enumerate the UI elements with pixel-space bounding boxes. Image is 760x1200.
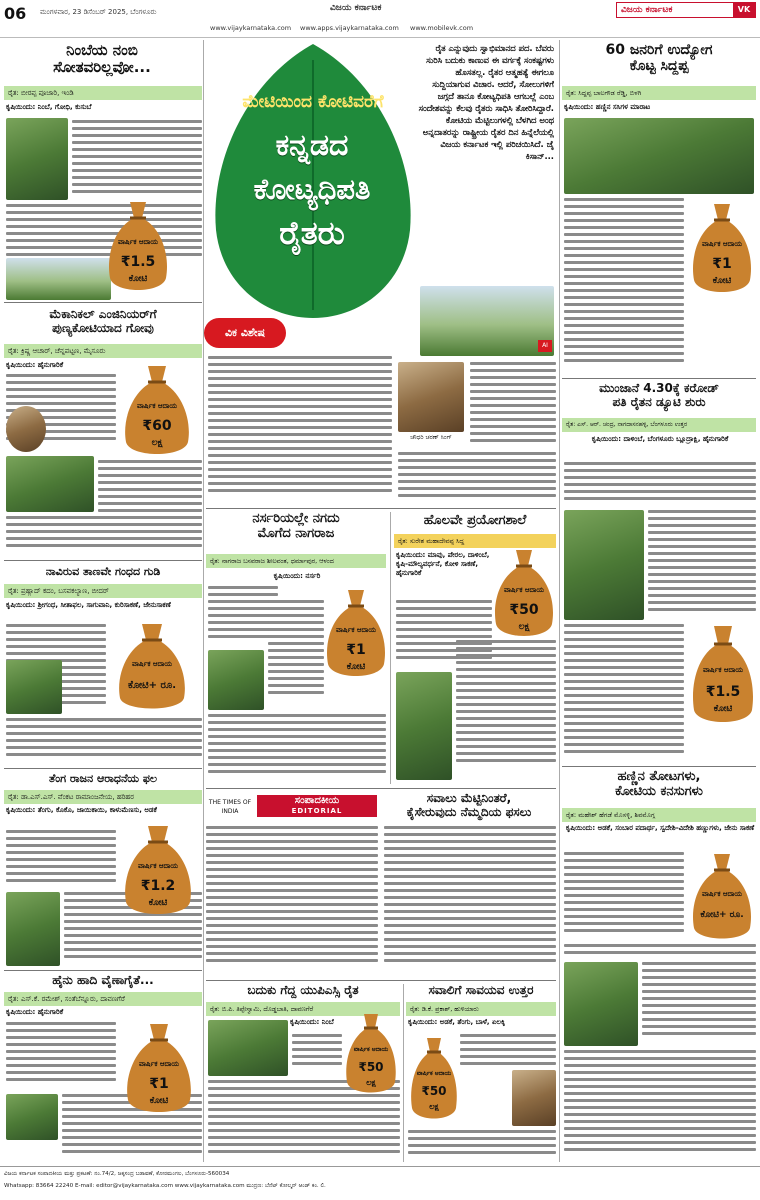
income-label: ವಾರ್ಷಿಕ ಆದಾಯ xyxy=(701,890,743,898)
story9-body xyxy=(564,462,756,508)
story11-body xyxy=(292,1034,342,1076)
story9-body-end xyxy=(564,624,684,764)
story1-photo xyxy=(6,118,68,200)
income-label: ವಾರ್ಷಿಕ ಆದಾಯ xyxy=(701,240,743,248)
feature-intro: ರೈತ ಎನ್ನುವುದು ಸ್ವಾಭಿಮಾನದ ಪದ. ಬೆವರು ಸುರಿಸಿ ಬದುಕು ಕಾಣುವ ಈ ವರ್ಗಕ್ಕೆ ಸಂಕಷ್ಟಗಳು ಹೊಸತಲ್ಲ. ರೈತರ ಆತ್ಮಹತ್ಯೆ ಈಗಲೂ ಸುದ್ದಿಯಾಗುವ ವಿಚಾರ. ಆದರೆ, ಸೋಲುಗಳಿಗೆ ಜಗ್ಗದೆ ತಾನೂ ಕೋಟ್ಯಧಿಪತಿ ಆಗಬಲ್ಲೆ ಎಂಬ ಸಂದೇಶವನ್ನು ಕೆಲವು ರೈತರು ಸಾಧಿಸಿ ತೋರಿಸಿದ್ದಾರೆ. ಕೋಟಿಯ ಮೆಟ್ಟಿಲುಗಳಲ್ಲಿ ಬೆಳಗಿದ ಅಂಥ ಅನ್ನದಾತರನ್ನು ರಾಷ್ಟ್ರೀಯ ರೈತರ ದಿನ ಹಿನ್ನೆಲೆಯಲ್ಲಿ ವಿಜಯ ಕರ್ನಾಟಕ ಇಲ್ಲಿ ಪರಿಚಯಿಸಿದೆ. ಜೈ ಕಿಸಾನ್... xyxy=(418,43,554,161)
editorial-headline-line1: ಸವಾಲು ಮೆಟ್ಟಿನಿಂತರೆ, xyxy=(426,791,512,805)
story10-headline xyxy=(562,770,756,800)
story11-photo xyxy=(208,1020,288,1076)
story5-headline: ಹೈನು ಹಾದಿ ವೈಣಾಗೈತೆ... xyxy=(52,973,154,987)
page-date: ಮಂಗಳವಾರ, 23 ಡಿಸೆಂಬರ್ 2025, ಬೆಂಗಳೂರು xyxy=(40,8,157,16)
story1-headline-line2: ಸೋತವರಿಲ್ಲವೋ... xyxy=(53,58,151,77)
income-value: ₹1 xyxy=(149,1076,169,1092)
divider xyxy=(206,980,556,981)
story8-photo xyxy=(564,118,754,194)
income-bag-story10 xyxy=(688,850,756,946)
income-unit: ಕೋಟಿ xyxy=(149,1096,169,1106)
story6-headline xyxy=(206,512,386,542)
quote-person: ಚೌಧರಿ ಚರಣ್ ಸಿಂಗ್ xyxy=(410,434,452,441)
story2-body-end xyxy=(6,516,202,558)
income-label: ವಾರ್ಷಿಕ ಆದಾಯ xyxy=(117,238,159,246)
divider xyxy=(4,970,202,971)
story9-photo xyxy=(564,510,644,620)
divider xyxy=(4,560,202,561)
story10-body xyxy=(564,852,684,942)
url-apps[interactable]: www.apps.vijaykarnataka.com xyxy=(300,24,399,32)
story1-photo-2 xyxy=(6,258,111,300)
brand-vk-badge: VK xyxy=(733,3,755,17)
feature-body xyxy=(208,356,392,506)
story2-farmer-strip: ರೈತ: ಕ್ರಿಷ್ಣ ಆಚಾರ್, ಚೆನ್ನಪಟ್ಟಣ, ಮೈಸೂರು xyxy=(4,344,202,358)
story3-crop: ಕೃಷಿಯಿಂದು: ಶ್ರೀಗಂಧ, ಸೀತಾಫಲ, ಸಾಗುವಾನಿ, ಕುರಿಸಾಕಣೆ, ಜೇನುಸಾಕಣೆ xyxy=(6,601,171,609)
story7-body-cont xyxy=(456,640,556,780)
brand-logo xyxy=(616,2,756,18)
income-unit: ಲಕ್ಷ xyxy=(429,1102,439,1111)
story9-headline xyxy=(562,382,756,410)
story2-photo-cows xyxy=(6,456,94,512)
column-divider xyxy=(403,984,404,1162)
income-unit: ಲಕ್ಷ xyxy=(366,1078,376,1087)
story10-headline-line1: ಹಣ್ಣಿನ ತೋಟಗಳು, xyxy=(617,769,701,784)
editorial-label-kn: ಸಂಪಾದಕೀಯ xyxy=(294,795,340,806)
story8-headline xyxy=(562,42,756,74)
income-unit: ಕೋಟಿ xyxy=(148,898,168,908)
income-bag-story8 xyxy=(688,200,756,300)
masthead: ವಿಜಯ ಕರ್ನಾಟಕ xyxy=(330,3,382,13)
story6-headline-line2: ಮೊಗೆದ ನಾಗರಾಜ xyxy=(257,525,335,541)
divider xyxy=(4,302,202,303)
story1-headline xyxy=(6,42,198,77)
income-unit: ಲಕ್ಷ xyxy=(518,622,530,632)
story10-farmer-strip: ರೈತ: ಮಹೇಶ್ ಹೆಗಡೆ ಮೊಸಳ್ಳಿ, ಶಿವಮೊಗ್ಗ xyxy=(562,808,756,822)
income-bag-story2 xyxy=(120,362,194,462)
feature-title-line2: ಕೋಟ್ಯಧಿಪತಿ xyxy=(253,172,371,206)
income-unit: ಕೋಟಿ xyxy=(713,704,733,714)
story3-body-cont xyxy=(6,718,202,766)
income-bag-story4 xyxy=(118,822,198,922)
story10-body-2 xyxy=(564,944,756,958)
url-mobile[interactable]: www.mobilevk.com xyxy=(410,24,474,32)
footer-line2: Whatsapp: 83664 22240 E-mail: editor@vijaykarnataka.com www.vijaykarnataka.com ಮುದ್ರಣ: ಬೆನೆಟ್ ಕೋಲ್ಮನ್ ಆಂಡ್ ಕಂ. ಲಿ. xyxy=(4,1183,326,1189)
divider xyxy=(206,508,556,509)
income-value: ₹50 xyxy=(358,1060,384,1074)
quote-text xyxy=(470,362,556,452)
story1-crop: ಕೃಷಿಯಿಂದು: ನಿಂಬೆ, ಗೋಧಿ, ಕುಸುಬೆ xyxy=(6,103,92,111)
story4-farmer-strip: ರೈತ: ಡಾ.ಎಸ್.ಎಸ್. ವೆಂಕಟ ರಾಮಾಂಜನೇಯ, ಹರಿಹರ xyxy=(4,790,202,804)
story7-crop: ಕೃಷಿಯಿಂದು: ಮಾವು, ಪೇರಲ, ದಾಳಿಂಬೆ, ಕೃಷಿ-ಮೌಲ್ಯವರ್ಧನೆ, ಕೋಳಿ ಸಾಕಣೆ, ಹೈನುಗಾರಿಕೆ xyxy=(396,551,490,577)
story12-crop: ಕೃಷಿಯಿಂದು: ಅಡಕೆ, ತೆಂಗು, ಬಾಳೆ, ಏಲಕ್ಕಿ xyxy=(408,1018,505,1026)
story5-photo xyxy=(6,1094,58,1140)
story10-crop: ಕೃಷಿಯಿಂದು: ಅಡಕೆ, ಸಂಬಾರ ಪದಾರ್ಥ, ಸ್ವದೇಶಿ-ವಿದೇಶಿ ಹಣ್ಣುಗಳು, ಜೇನು ಸಾಕಣೆ xyxy=(565,824,755,832)
story12-farmer-strip: ರೈತ: ಡಿ.ಕೆ. ಪ್ರಕಾಶ್, ಹುಳಿಯಾರು xyxy=(406,1002,556,1016)
story4-headline: ತೆಂಗ ರಾಜನ ಆರಾಧನೆಯ ಫಲ xyxy=(48,772,158,785)
income-bag-story11 xyxy=(342,1010,400,1100)
income-label: ವಾರ್ಷಿಕ ಆದಾಯ xyxy=(503,586,545,594)
editorial-label xyxy=(257,795,377,817)
story11-crop: ಕೃಷಿಯಿಂದು: ನಿಂಬೆ xyxy=(290,1018,334,1026)
toi-partner-logo: THE TIMES OF INDIA xyxy=(208,799,252,815)
story2-headline-line2: ಪುಣ್ಯಕೋಟಿಯಾದ ಗೋವು xyxy=(52,320,154,335)
income-label: ವಾರ್ಷಿಕ ಆದಾಯ xyxy=(335,626,377,634)
story6-body-end xyxy=(208,714,386,784)
story12-headline: ಸವಾಲಿಗೆ ಸಾವಯವ ಉತ್ತರ xyxy=(428,983,534,997)
income-label: ವಾರ್ಷಿಕ ಆದಾಯ xyxy=(353,1046,389,1053)
column-divider xyxy=(390,512,391,784)
income-bag-story12 xyxy=(408,1034,460,1126)
income-value: ₹1 xyxy=(346,642,366,658)
feature-title-line3: ರೈತರು xyxy=(279,214,345,252)
income-value: ಕೋಟಿ+ ರೂ. xyxy=(700,910,744,920)
story7-headline: ಹೊಲವೇ ಪ್ರಯೋಗಶಾಲೆ xyxy=(423,513,527,528)
story9-body-mid xyxy=(648,510,756,620)
section-tag: ವಿಕ ವಿಶೇಷ xyxy=(204,318,286,348)
feature-title-line1: ಕನ್ನಡದ xyxy=(275,128,349,163)
editorial-label-en: EDITORIAL xyxy=(291,807,343,815)
income-value: ₹1.5 xyxy=(120,254,156,270)
story4-photo xyxy=(6,892,60,966)
story1-farmer-strip: ರೈತ: ಬೀರಪ್ಪ ಪೂಜಾರಿ, ಇಂಡಿ xyxy=(4,86,202,100)
column-divider xyxy=(559,40,560,1162)
income-unit: ಕೋಟಿ xyxy=(712,276,732,286)
story12-body-cont xyxy=(408,1130,556,1162)
income-bag-story6 xyxy=(322,586,390,684)
income-value: ₹50 xyxy=(509,602,539,618)
story7-photo xyxy=(396,672,452,780)
story11-headline: ಬದುಕು ಗೆದ್ದ ಯುಪಿಎಸ್ಸಿ ರೈತ xyxy=(247,983,359,997)
income-label: ವಾರ್ಷಿಕ ಆದಾಯ xyxy=(416,1070,452,1077)
divider xyxy=(206,788,556,789)
income-bag-story9 xyxy=(688,622,758,732)
quote-portrait xyxy=(398,362,464,432)
story9-farmer-strip: ರೈತ: ಎಸ್. ಆರ್. ಚಂದ್ರ, ನಾಗದಾಸನಹಳ್ಳಿ, ಬೆಂಗಳೂರು ಉತ್ತರ xyxy=(562,418,756,432)
story1-headline-line1: ನಿಂಬೆಯ ನಂಬಿ xyxy=(66,41,138,59)
story10-headline-line2: ಕೋಟಿಯ ಕನಸುಗಳು xyxy=(615,783,703,799)
story10-body-end xyxy=(564,1050,756,1162)
feature-photo xyxy=(420,286,554,356)
story4-crop: ಕೃಷಿಯಿಂದು: ತೆಂಗು, ಕೊಕೊ, ಜಾಯಿಕಾಯಿ, ಕಾಳುಮೆಣಸು, ಅಡಕೆ xyxy=(6,806,157,814)
url-site[interactable]: www.vijaykarnataka.com xyxy=(210,24,292,32)
story3-farmer-strip: ರೈತ: ಪ್ರಹ್ಲಾದ್ ಕದಂ, ಬಸವಕಲ್ಯಾಣ, ಬೀದರ್ xyxy=(4,584,202,598)
brand-name: ವಿಜಯ ಕರ್ನಾಟಕ xyxy=(621,5,673,15)
story8-headline-line2: ಕೊಟ್ಟ ಸಿದ್ದಪ್ಪ xyxy=(629,58,689,75)
story12-portrait xyxy=(512,1070,556,1126)
story5-body xyxy=(6,1022,116,1088)
story3-headline: ನಾವಿರುವ ತಾಣವೇ ಗಂಧದ ಗುಡಿ xyxy=(45,565,161,578)
ai-photo-credit: AI xyxy=(538,340,552,352)
income-value: ₹50 xyxy=(421,1084,447,1098)
story6-body-mid xyxy=(268,600,324,710)
story9-headline-line2: ಪತಿ ರೈತನ ಡ್ಯೂಟಿ ಶುರು xyxy=(612,394,706,409)
income-value: ₹60 xyxy=(142,418,172,434)
story6-photo xyxy=(208,650,264,710)
story10-body-mid xyxy=(642,962,756,1046)
column-divider xyxy=(203,40,204,1162)
story2-crop: ಕೃಷಿಯಿಂದು: ಹೈನುಗಾರಿಕೆ xyxy=(6,361,64,369)
feature-kicker: ಮೇಟಿಯಿಂದ ಕೋಟಿವರೆಗೆ xyxy=(242,92,384,112)
income-bag-story1 xyxy=(104,198,172,298)
editorial-body-col1 xyxy=(206,826,378,976)
page-number: 06 xyxy=(4,4,27,23)
story9-headline-line1: ಮುಂಜಾನೆ 4.30ಕ್ಕೆ ಕರೋಡ್ xyxy=(599,381,719,395)
income-unit: ಲಕ್ಷ xyxy=(151,438,163,448)
story2-headline-line1: ಮೆಕಾನಿಕಲ್ ಎಂಜಿನಿಯರ್‌ಗೆ xyxy=(49,307,157,321)
divider xyxy=(4,768,202,769)
story2-portrait xyxy=(6,406,46,452)
income-value: ₹1.5 xyxy=(705,684,741,700)
editorial-headline-line2: ಕೈಸೇರುವುದು ನೆಮ್ಮದಿಯ ಫಸಲು xyxy=(406,804,532,819)
income-unit: ಕೋಟಿ xyxy=(128,274,148,284)
story12-body xyxy=(460,1034,556,1074)
income-bag-story7 xyxy=(490,546,558,644)
story5-crop: ಕೃಷಿಯಿಂದು: ಹೈನುಗಾರಿಕೆ xyxy=(6,1008,64,1016)
income-value: ₹1 xyxy=(712,256,732,272)
story8-crop: ಕೃಷಿಯಿಂದು: ಹಣ್ಣಿನ ಸಸಿಗಳ ಮಾರಾಟ xyxy=(564,103,651,111)
page-header xyxy=(0,0,760,38)
page-footer xyxy=(0,1166,760,1200)
story10-photo xyxy=(564,962,638,1046)
story5-farmer-strip: ರೈತ: ಎಸ್.ಕೆ. ರಮೇಶ್, ಸಂತೆಬೆನ್ನೂರು, ದಾವಣಗೆರೆ xyxy=(4,992,202,1006)
income-label: ವಾರ್ಷಿಕ ಆದಾಯ xyxy=(702,666,744,674)
story11-farmer-strip: ರೈತ: ಬಿ.ಪಿ. ತಿಪ್ಪೇಸ್ವಾಮಿ, ದೊಡ್ಡಬಾತಿ, ದಾವಣಗೆರೆ xyxy=(206,1002,400,1016)
income-value: ₹1.2 xyxy=(140,878,176,894)
story6-crop: ಕೃಷಿಯಿಂದು: ನರ್ಸರಿ xyxy=(273,572,321,580)
story6-farmer-strip: ರೈತ: ನಾಗರಾಜ ಬಸವರಾಜ ಶೀಲವಂತ, ಧರ್ಮಾಪುರ, ಆಳಂದ xyxy=(206,554,386,568)
story3-photo xyxy=(6,660,62,714)
editorial-body-col2 xyxy=(384,826,556,976)
income-label: ವಾರ್ಷಿಕ ಆದಾಯ xyxy=(138,1060,180,1068)
income-label: ವಾರ್ಷಿಕ ಆದಾಯ xyxy=(131,660,173,668)
income-label: ವಾರ್ಷಿಕ ಆದಾಯ xyxy=(136,402,178,410)
story8-body xyxy=(564,198,684,374)
story4-body xyxy=(6,830,116,890)
story9-crop: ಕೃಷಿಯಿಂದು: ದಾಳಿಂಬೆ, ಬೆಂಗಳೂರು ಬ್ಲೂದ್ರಾಕ್ಷಿ, ಹೈನುಗಾರಿಕೆ xyxy=(591,435,729,443)
divider xyxy=(562,378,756,379)
feature-body-cont xyxy=(398,452,556,506)
story2-headline xyxy=(4,308,202,336)
income-label: ವಾರ್ಷಿಕ ಆದಾಯ xyxy=(137,862,179,870)
story8-farmer-strip: ರೈತ: ಸಿದ್ದಪ್ಪ ಬಾಲಗೌಡ ರೆಡ್ಡಿ, ಬಿಳಗಿ xyxy=(562,86,756,100)
footer-line1: ವಿಜಯ ಕರ್ನಾಟಕ ಸಂಪಾದಕೀಯ ಮತ್ತು ಪ್ರಕಟಣೆ: ನಂ.74/2, ಜಕ್ಕಸಂದ್ರ ಬಡಾವಣೆ, ಕೋರಮಂಗಲ, ಬೆಂಗಳೂರು-560034 xyxy=(4,1171,230,1177)
story7-farmer-strip: ರೈತ: ಸುರೇಶ ಮಹಾದೇವಪ್ಪ ಸಿದ್ದ xyxy=(394,534,556,548)
income-bag-story5 xyxy=(120,1020,198,1120)
story8-headline-line1: 60 ಜನರಿಗೆ ಉದ್ಯೋಗ xyxy=(605,42,713,58)
income-value: ಕೋಟಿ+ ರೂ. xyxy=(127,680,177,691)
divider xyxy=(562,766,756,767)
income-bag-story3 xyxy=(112,620,192,716)
editorial-headline xyxy=(380,792,558,820)
story1-body xyxy=(72,120,202,200)
story6-headline-line1: ನರ್ಸರಿಯಲ್ಲೇ ನಗದು xyxy=(252,511,340,526)
income-unit: ಕೋಟಿ xyxy=(346,662,366,672)
